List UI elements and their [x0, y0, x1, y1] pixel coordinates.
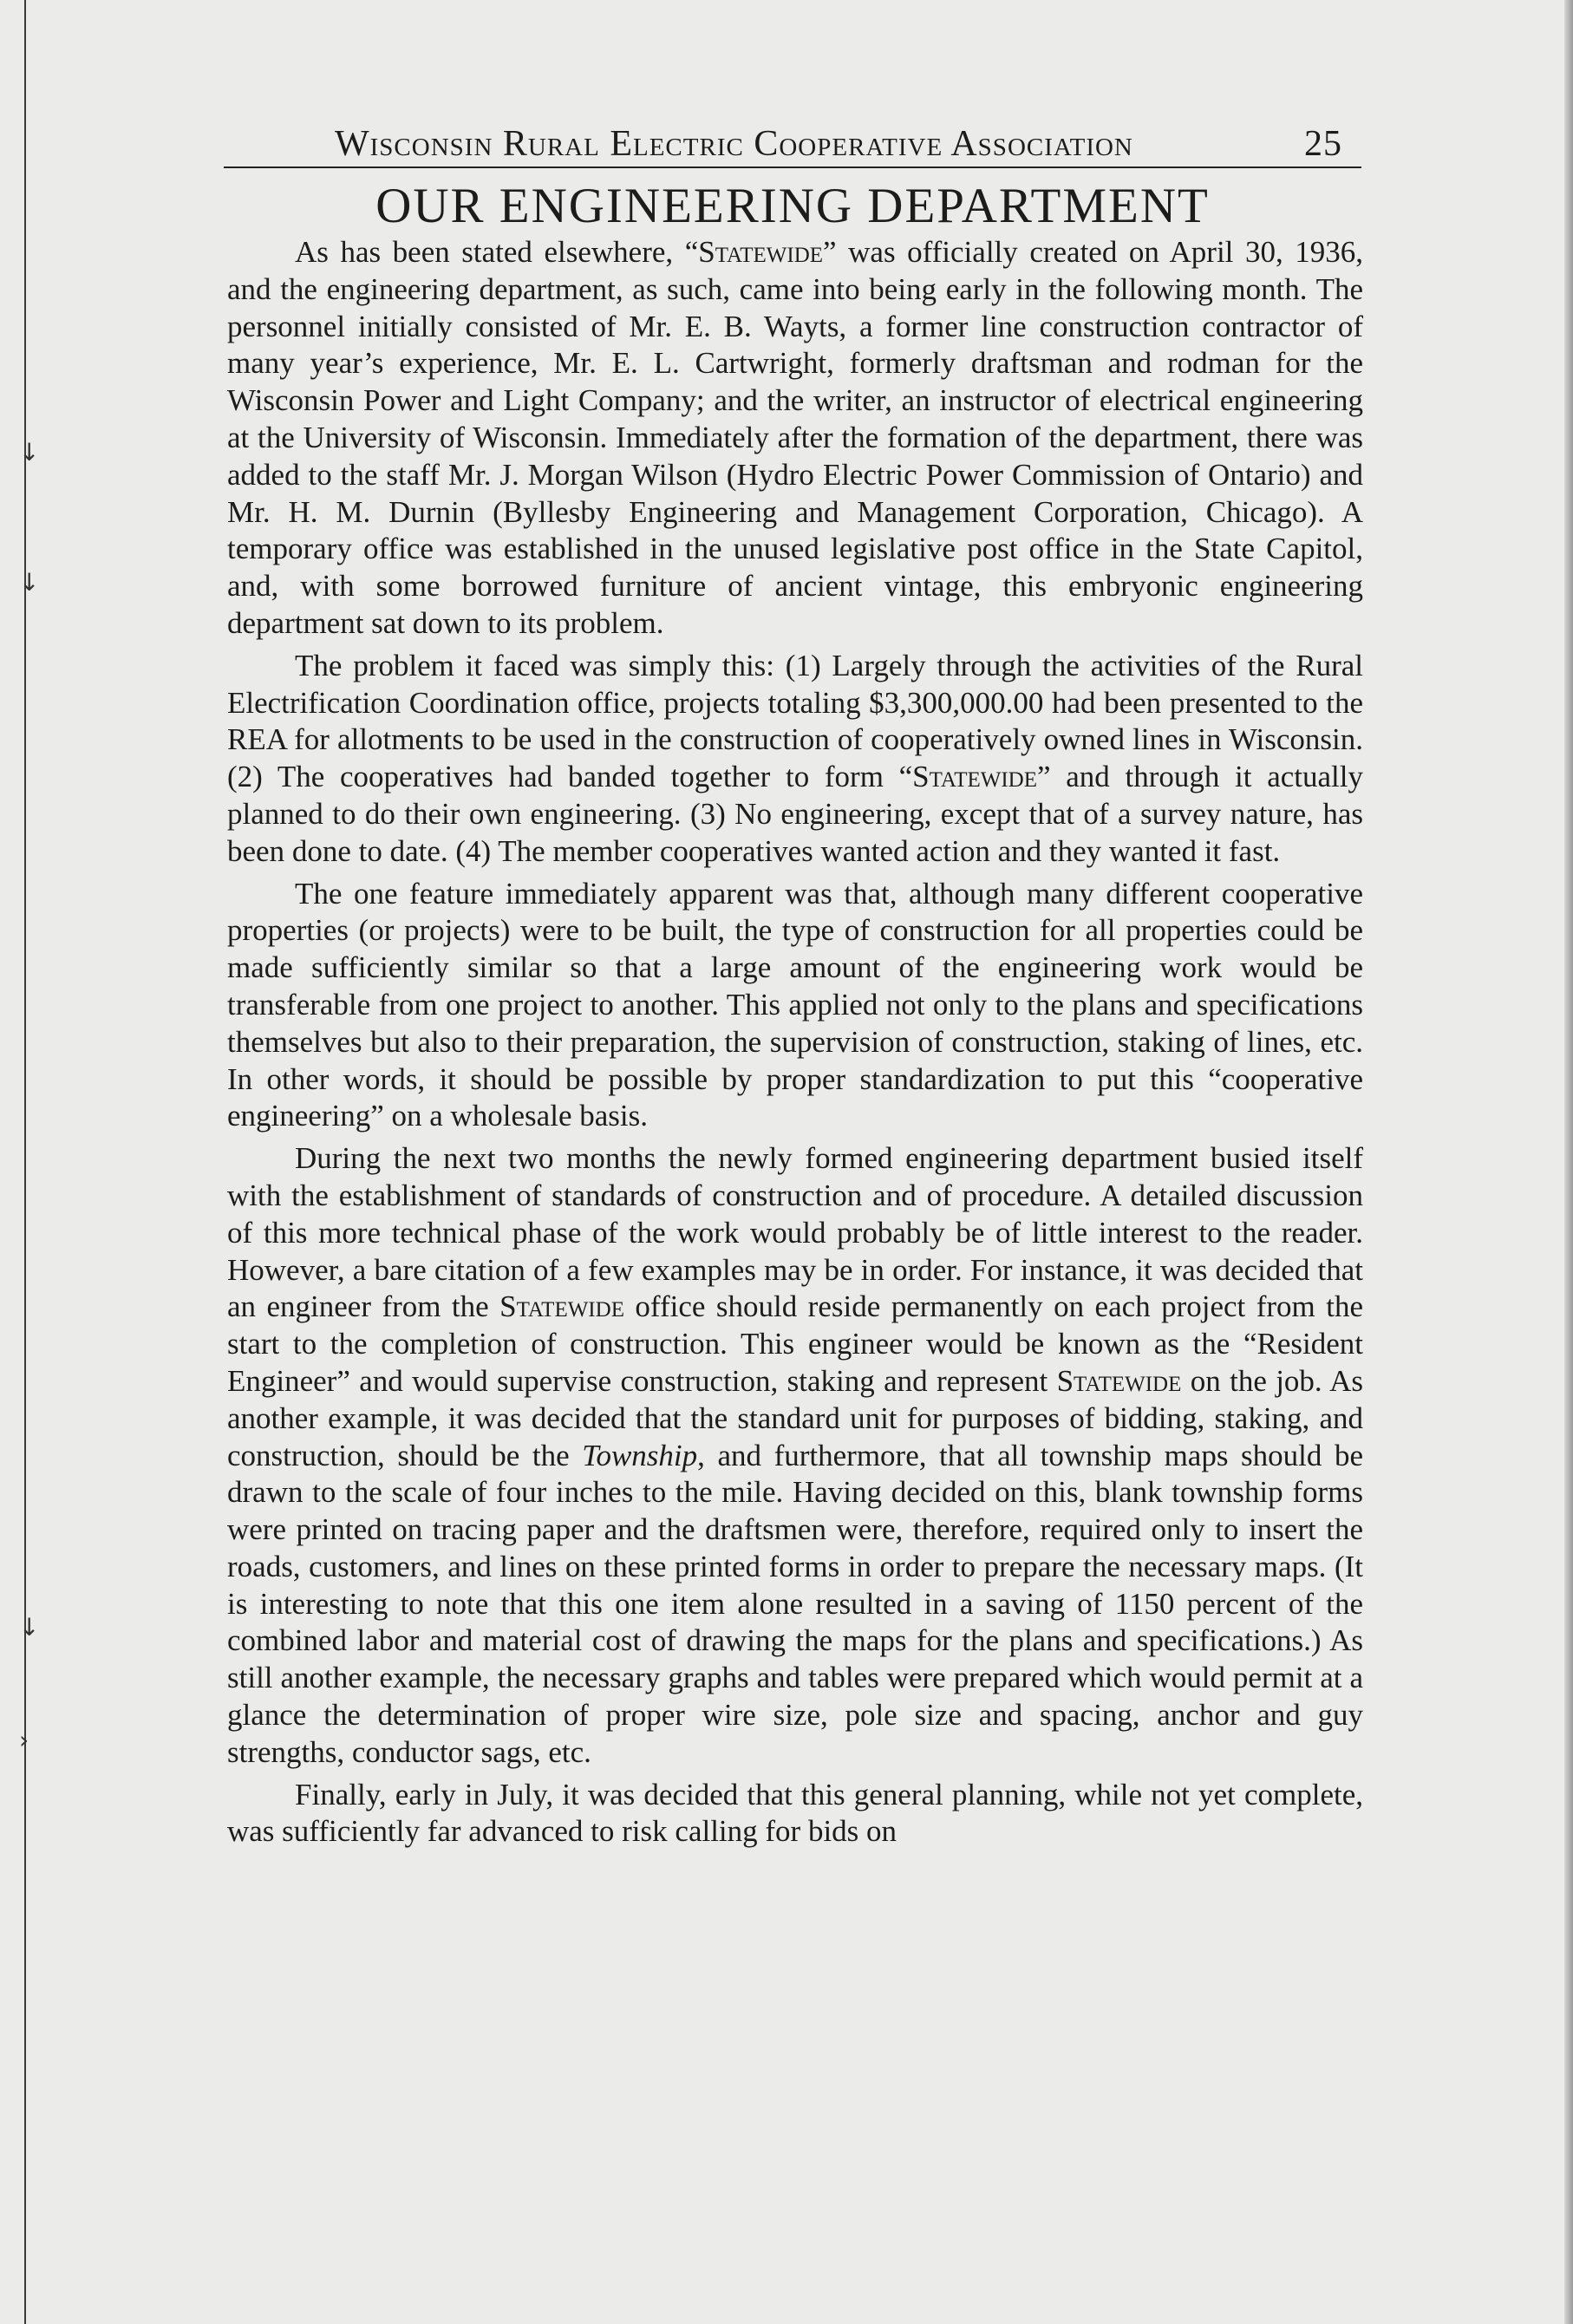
text-run: ” and through it actually planned to do their own engineering. (3) No engineering, except that of a survey nature, has been done to date. (4) The member cooperatives wanted action and they wanted it fast. [227, 760, 1363, 868]
article-title: OUR ENGINEERING DEPARTMENT [375, 179, 1210, 233]
township-italic: Township [582, 1438, 698, 1472]
statewide-smallcaps: Statewide [698, 235, 824, 269]
running-title: Wisconsin Rural Electric Cooperative Association [335, 124, 1133, 164]
text-run: , and furthermore, that all township maps should be drawn to the scale of four inches to the mile. Having decided on this, blank township forms were printed on tracing paper and the draftsmen were, therefore, required only to insert the roads, customers, and lines on these printed forms in order to prepare the necessary maps. (It is interesting to note that this one item alone resulted in a saving of 1150 percent of the combined labor and material cost of drawing the maps for the plans and specifications.) As still another example, the necessary graphs and tables were prepared which would permit at a glance the determination of proper wire size, pole size and spacing, anchor and guy strengths, conductor sags, etc. [227, 1438, 1363, 1769]
header-rule [224, 166, 1361, 168]
text-run: During the next two months the newly formed engineering department busied itself with the establishment of standards of construction and of procedure. A detailed discussion of this more technical phase of the work would probably be of little interest to the reader. However, a bare citation of a few examples may be in order. For instance, it was decided that an engineer from the [227, 1141, 1363, 1324]
text-run: on the job. As another example, it was decided that the standard unit for purposes of bidding, staking, and construction, should be the [227, 1363, 1363, 1472]
statewide-smallcaps: Statewide [499, 1289, 624, 1324]
text-run: The problem it faced was simply this: (1) Largely through the activities of the Rural Electrification Coordination office, projects totaling $3,300,000.00 had been presented to the REA for allotments to be used in the construction of cooperatively owned lines in Wisconsin. (2) The cooperatives had banded together to form “ [227, 648, 1363, 794]
margin-mark-icon: ↓ [19, 1613, 40, 1642]
text-run: As has been stated elsewhere, “ [295, 235, 699, 269]
margin-mark-icon: ↓ [19, 568, 40, 597]
text-run: office should reside permanently on each project from the start to the completion of construction. This engineer would be known as the “Resident Engineer” and would supervise construction, staking and represent [227, 1289, 1363, 1398]
page-number: 25 [1304, 124, 1342, 164]
article-body [227, 234, 1363, 1856]
text-run: ” was officially created on April 30, 1936, and the engineering department, as such, came into being early in the following month. The personnel initially consisted of Mr. E. B. Wayts, a former line construction contractor of many year’s experience, Mr. E. L. Cartwright, formerly draftsman and rodman for the Wisconsin Power and Light Company; and the writer, an instructor of electrical engineering at the University of Wisconsin. Immediately after the formation of the department, there was added to the staff Mr. J. Morgan Wilson (Hydro Electric Power Commission of Ontario) and Mr. H. M. Durnin (Byllesby Engineering and Management Corporation, Chicago). A temporary office was established in the unused legislative post office in the State Capitol, and, with some borrowed furniture of ancient vintage, this embryonic engineering department sat down to its problem. [227, 235, 1363, 640]
paragraph-3: The one feature immediately apparent was that, although many different cooperative properties (or projects) were to be built, the type of construction for all properties could be made sufficiently similar so that a large amount of the engineering work would be transferable from one project to another. This applied not only to the plans and specifications themselves but also to their preparation, the supervision of construction, staking of lines, etc. In other words, it should be possible by proper standardization to put this “cooperative engineering” on a wholesale basis. [227, 876, 1363, 1133]
paragraph-5: Finally, early in July, it was decided that this general planning, while not yet complete, was sufficiently far advanced to risk calling for bids on [227, 1777, 1363, 1849]
statewide-smallcaps: Statewide [1056, 1363, 1182, 1398]
page-binding-edge [24, 0, 26, 2324]
paragraph-1 [227, 234, 1363, 643]
margin-mark-icon: › [19, 1726, 29, 1754]
margin-mark-icon: ↓ [19, 438, 40, 467]
statewide-smallcaps: Statewide [912, 760, 1037, 794]
page-right-edge [1564, 0, 1573, 2324]
paragraph-4 [227, 1140, 1363, 1772]
running-header [224, 123, 1360, 168]
paragraph-2 [227, 648, 1363, 871]
